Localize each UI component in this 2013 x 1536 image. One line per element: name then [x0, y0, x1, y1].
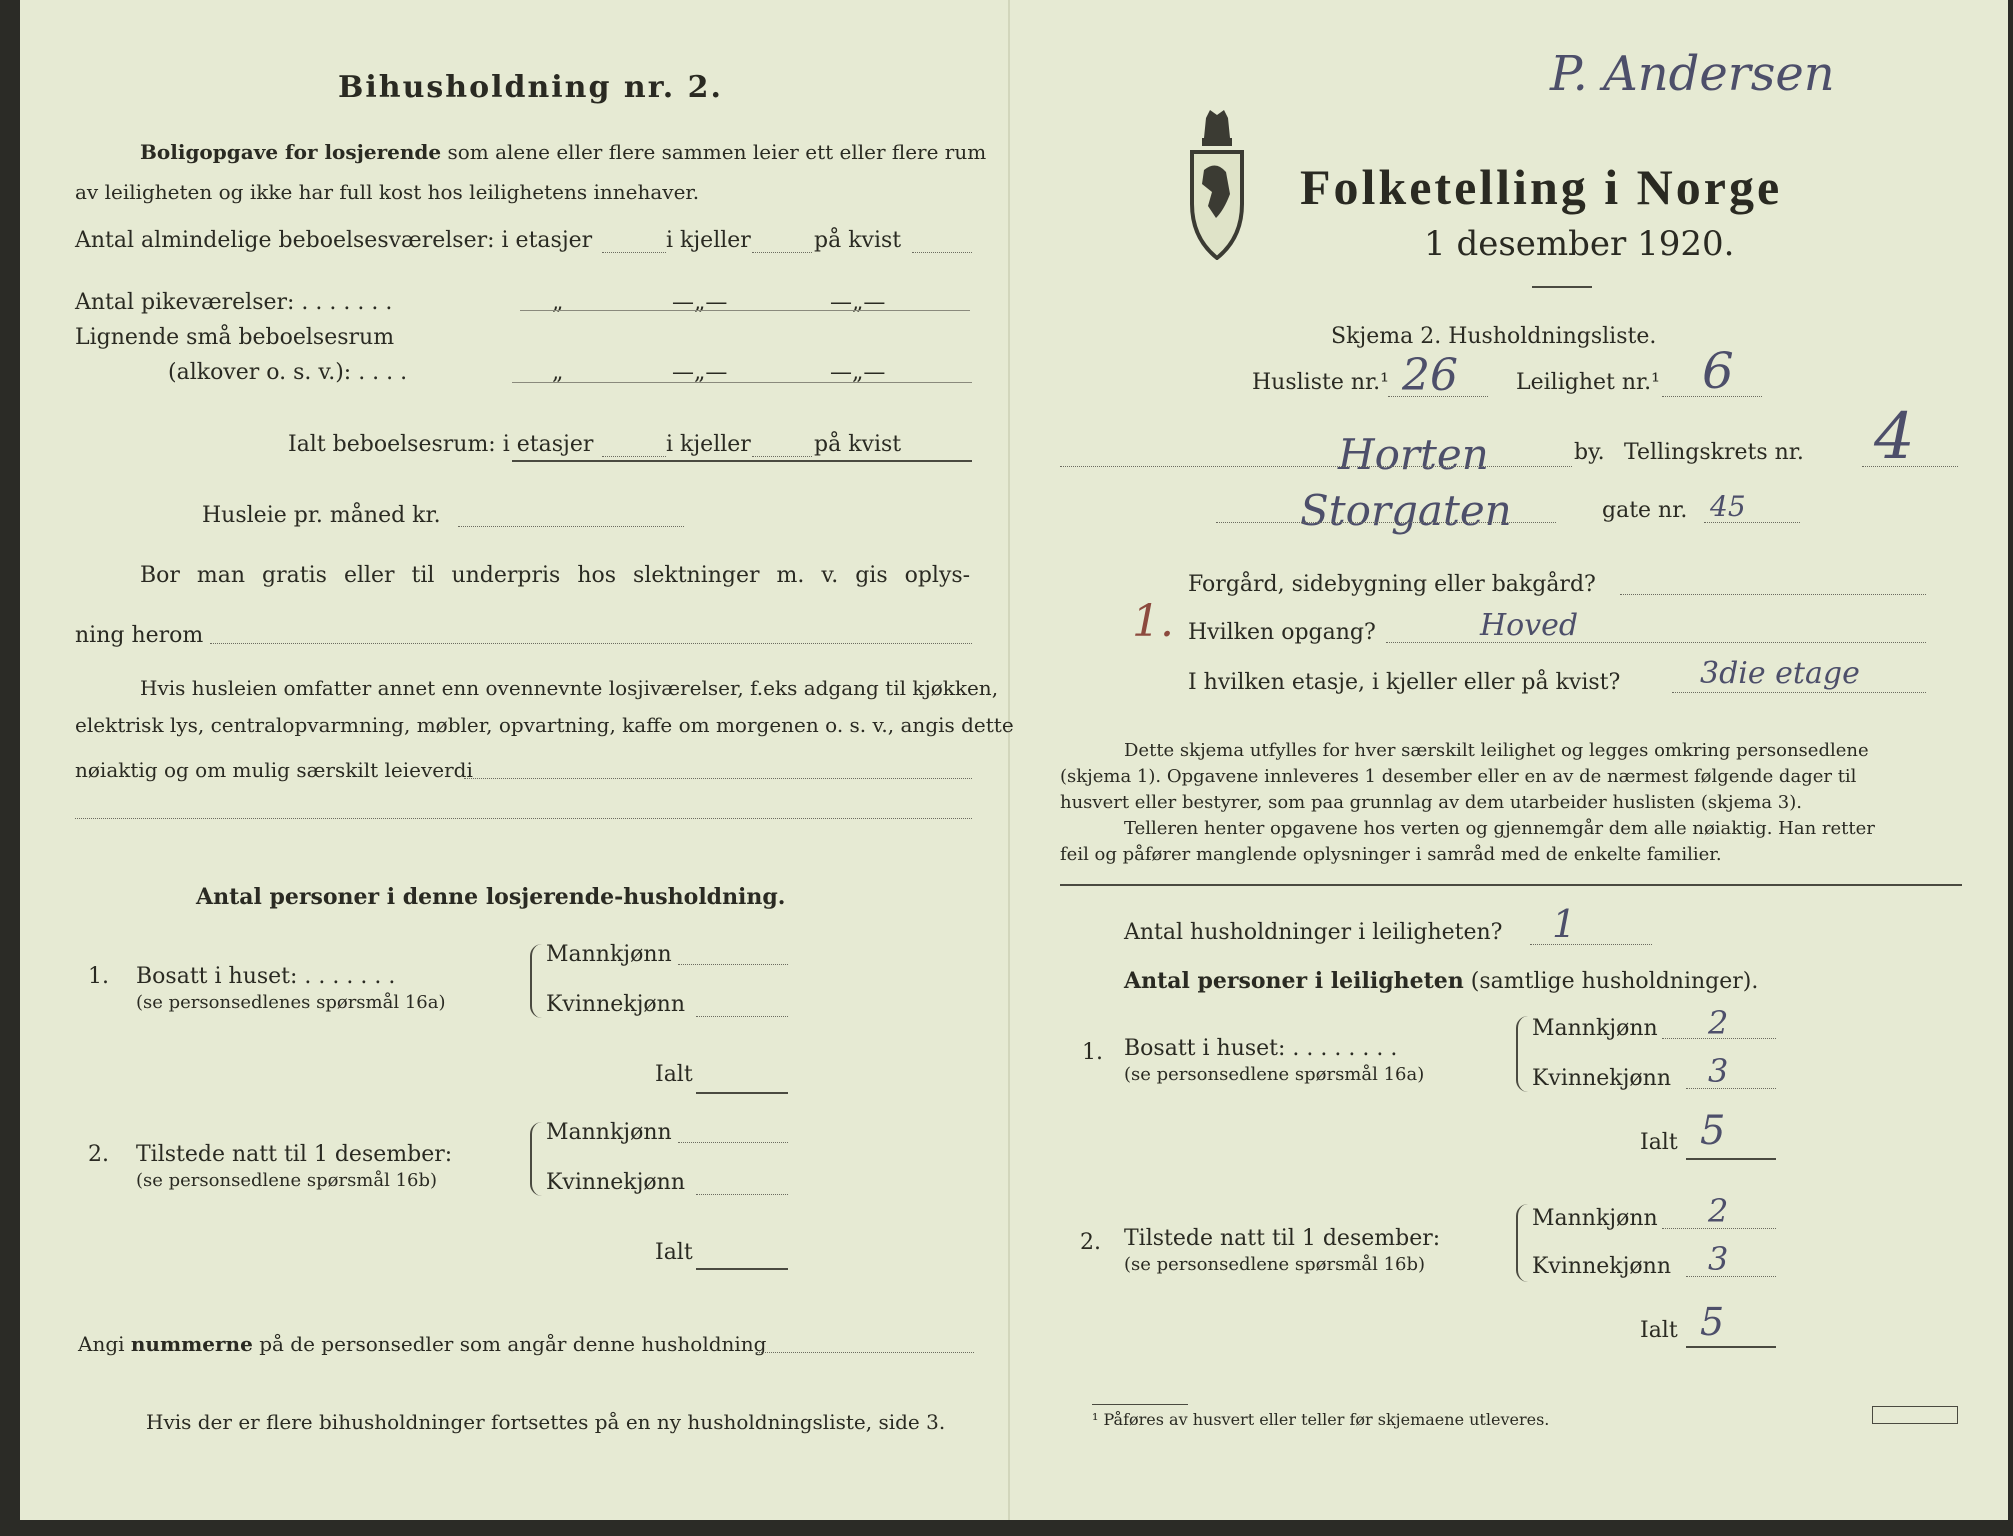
- ditto-dash: —„—: [672, 290, 728, 315]
- note-line-2: elektrisk lys, centralopvarmning, møbler, opvartning, kaffe om morgenen o. s. v., angis dette: [75, 713, 1014, 737]
- small-rooms-label-1: Lignende små beboelsesrum: [75, 325, 395, 350]
- right-q2-brace: [1516, 1204, 1528, 1282]
- persons-rest: (samtlige husholdninger).: [1470, 969, 1759, 994]
- right-q1-female-field: [1686, 1088, 1776, 1089]
- rooms-kvist-field: [912, 252, 972, 253]
- instruction-1: Dette skjema utfylles for hver særskilt leilighet og legges omkring personsedlene: [1124, 740, 1869, 761]
- page-fold: [1008, 0, 1010, 1520]
- leilighet-field: [1662, 396, 1762, 397]
- gate-field: [1704, 522, 1800, 523]
- free-line-2: ning herom: [75, 623, 204, 648]
- rooms-etasjer-field: [602, 252, 666, 253]
- etasje-label: I hvilken etasje, i kjeller eller på kvist?: [1188, 670, 1621, 695]
- intro-bold: Boligopgave for losjerende: [140, 140, 442, 164]
- husliste-label: Husliste nr.¹: [1252, 370, 1389, 395]
- note-field-2: [75, 818, 972, 819]
- total-kvist-label: på kvist: [814, 432, 902, 457]
- forgard-field: [1620, 594, 1926, 595]
- left-q2-total-field: [696, 1268, 788, 1270]
- left-q1-total-label: Ialt: [655, 1062, 693, 1087]
- opgang-field: [1386, 642, 1926, 643]
- leilighet-label: Leilighet nr.¹: [1516, 370, 1660, 395]
- maid-rooms-field: [520, 310, 970, 311]
- instruction-2: (skjema 1). Opgavene innleveres 1 desember eller en av de nærmest følgende dager til: [1060, 766, 1857, 787]
- right-q1-male-field: [1662, 1038, 1776, 1039]
- husliste-value: 26: [1402, 350, 1458, 401]
- numbers-field: [756, 1352, 974, 1353]
- instruction-3: husvert eller bestyrer, som paa grunnlag av dem utarbeider huslisten (skjema 3).: [1060, 792, 1802, 813]
- right-q2-sub: (se personsedlene spørsmål 16b): [1124, 1254, 1426, 1275]
- city-label: by.: [1574, 440, 1605, 465]
- left-q1-label: Bosatt i huset: . . . . . . .: [136, 964, 396, 989]
- rooms-kvist-label: på kvist: [814, 228, 902, 253]
- persons-line: [1124, 968, 1758, 994]
- maid-rooms-label: Antal pikeværelser: . . . . . . .: [75, 290, 393, 315]
- small-rooms-field: [512, 382, 972, 383]
- city-field: [1060, 466, 1572, 467]
- left-q2-female-field: [696, 1194, 788, 1195]
- left-q2-female-label: Kvinnekjønn: [546, 1170, 685, 1195]
- households-field: [1530, 944, 1652, 945]
- krets-label: Tellingskrets nr.: [1624, 440, 1804, 465]
- husliste-field: [1388, 396, 1488, 397]
- left-q1-female-field: [696, 1016, 788, 1017]
- street-field: [1216, 522, 1556, 523]
- printer-stamp: [1872, 1406, 1958, 1424]
- left-q1-brace: [530, 944, 542, 1018]
- right-q1-total-field: [1686, 1158, 1776, 1160]
- rent-label: Husleie pr. måned kr.: [202, 503, 441, 528]
- right-q1-total-label: Ialt: [1640, 1130, 1678, 1155]
- schema-label: Skjema 2. Husholdningsliste.: [1331, 324, 1657, 349]
- note-field-1: [464, 778, 972, 779]
- right-q2-male-label: Mannkjønn: [1532, 1206, 1658, 1231]
- intro-line-1: [140, 140, 986, 164]
- free-field: [210, 643, 972, 644]
- etasje-field: [1672, 692, 1926, 693]
- instruction-rule: [1060, 884, 1962, 886]
- left-q2-sub: (se personsedlene spørsmål 16b): [136, 1170, 438, 1191]
- right-date: 1 desember 1920.: [1424, 224, 1735, 264]
- right-title: Folketelling i Norge: [1300, 159, 1783, 215]
- left-q1-female-label: Kvinnekjønn: [546, 992, 685, 1017]
- ditto-quote: „: [552, 360, 564, 385]
- ditto-dash: —„—: [830, 290, 886, 315]
- right-q1-number: 1.: [1082, 1040, 1103, 1065]
- right-q2-male-field: [1662, 1228, 1776, 1229]
- right-q2-total-field: [1686, 1346, 1776, 1348]
- leilighet-value: 6: [1702, 342, 1734, 400]
- numbers-bold: nummerne: [130, 1332, 253, 1356]
- numbers-rest: på de personsedler som angår denne husholdning: [259, 1332, 767, 1356]
- gate-value: 45: [1710, 490, 1746, 523]
- right-q1-brace: [1516, 1016, 1528, 1092]
- left-q1-male-field: [678, 964, 788, 965]
- right-q2-number: 2.: [1080, 1230, 1101, 1255]
- ditto-dash: —„—: [830, 360, 886, 385]
- norway-coat-of-arms-icon: [1186, 108, 1248, 260]
- left-q1-male-label: Mannkjønn: [546, 942, 672, 967]
- right-q1-sub: (se personsedlene spørsmål 16a): [1124, 1064, 1425, 1085]
- forgard-label: Forgård, sidebygning eller bakgård?: [1188, 572, 1596, 597]
- instruction-4: Telleren henter opgavene hos verten og gjennemgår dem alle nøiaktig. Han retter: [1124, 818, 1875, 839]
- small-rooms-label-2: (alkover o. s. v.): . . . .: [168, 360, 408, 385]
- right-q1-total-value: 5: [1700, 1108, 1726, 1154]
- right-q1-female-label: Kvinnekjønn: [1532, 1066, 1671, 1091]
- left-title: Bihusholdning nr. 2.: [338, 70, 723, 105]
- gate-label: gate nr.: [1602, 498, 1688, 523]
- krets-value: 4: [1874, 400, 1915, 474]
- right-q2-female-field: [1686, 1276, 1776, 1277]
- right-q1-label: Bosatt i huset: . . . . . . . .: [1124, 1036, 1398, 1061]
- right-q2-female-label: Kvinnekjønn: [1532, 1254, 1671, 1279]
- note-line-1: Hvis husleien omfatter annet enn ovennevnte losjiværelser, f.eks adgang til kjøkken,: [140, 676, 999, 700]
- left-footer: Hvis der er flere bihusholdninger fortsettes på en ny husholdningsliste, side 3.: [146, 1410, 946, 1434]
- footnote-rule: [1092, 1404, 1188, 1405]
- ditto-quote: „: [552, 290, 564, 315]
- signature: P. Andersen: [1550, 46, 1835, 102]
- right-q2-total-value: 5: [1700, 1300, 1725, 1344]
- opgang-label: Hvilken opgang?: [1188, 620, 1376, 645]
- left-q1-number: 1.: [88, 964, 109, 989]
- city-value: Horten: [1338, 430, 1489, 479]
- rent-field: [458, 526, 684, 527]
- right-q2-female-value: 3: [1708, 1240, 1729, 1278]
- right-q1-female-value: 3: [1708, 1052, 1729, 1090]
- households-value: 1: [1552, 902, 1577, 946]
- left-q2-number: 2.: [88, 1142, 109, 1167]
- total-rooms-label: Ialt beboelsesrum: i etasjer: [288, 432, 594, 457]
- margin-mark: 1.: [1132, 596, 1174, 647]
- right-q2-label: Tilstede natt til 1 desember:: [1124, 1226, 1441, 1251]
- left-q2-male-field: [678, 1142, 788, 1143]
- right-q2-total-label: Ialt: [1640, 1318, 1678, 1343]
- total-kjeller-label: i kjeller: [666, 432, 751, 457]
- households-label: Antal husholdninger i leiligheten?: [1124, 920, 1503, 945]
- intro-rest: som alene eller flere sammen leier ett eller flere rum: [447, 140, 987, 164]
- persons-bold: Antal personer i leiligheten: [1124, 968, 1464, 994]
- footnote: ¹ Påføres av husvert eller teller før skjemaene utleveres.: [1092, 1410, 1550, 1429]
- total-kjeller-field: [752, 456, 812, 457]
- ditto-dash: —„—: [672, 360, 728, 385]
- left-q2-male-label: Mannkjønn: [546, 1120, 672, 1145]
- right-q1-male-label: Mannkjønn: [1532, 1016, 1658, 1041]
- left-q2-label: Tilstede natt til 1 desember:: [136, 1142, 453, 1167]
- numbers-line: [78, 1332, 766, 1356]
- total-rooms-rule: [512, 460, 972, 462]
- left-q2-total-label: Ialt: [655, 1240, 693, 1265]
- note-line-3: nøiaktig og om mulig særskilt leieverdi: [75, 758, 473, 782]
- left-q2-brace: [530, 1122, 542, 1196]
- rooms-kjeller-label: i kjeller: [666, 228, 751, 253]
- persons-heading: Antal personer i denne losjerende-husholdning.: [196, 884, 786, 910]
- numbers-prefix: Angi: [78, 1332, 125, 1356]
- street-value: Storgaten: [1300, 486, 1512, 535]
- krets-field: [1862, 466, 1958, 467]
- instruction-5: feil og påfører manglende oplysninger i samråd med de enkelte familier.: [1060, 844, 1722, 865]
- intro-line-2: av leiligheten og ikke har full kost hos leilighetens innehaver.: [75, 180, 700, 204]
- opgang-value: Hoved: [1480, 608, 1579, 643]
- left-q1-sub: (se personsedlenes spørsmål 16a): [136, 992, 446, 1013]
- total-etasjer-field: [602, 456, 666, 457]
- right-q1-male-value: 2: [1708, 1004, 1729, 1042]
- right-q2-male-value: 2: [1708, 1192, 1729, 1230]
- rooms-kjeller-field: [752, 252, 812, 253]
- etasje-value: 3die etage: [1700, 656, 1860, 691]
- date-rule: [1532, 286, 1592, 288]
- left-q1-total-field: [696, 1092, 788, 1094]
- free-line-1: Bor man gratis eller til underpris hos slektninger m. v. gis oplys-: [140, 563, 971, 588]
- rooms-label: Antal almindelige beboelsesværelser: i etasjer: [75, 228, 593, 253]
